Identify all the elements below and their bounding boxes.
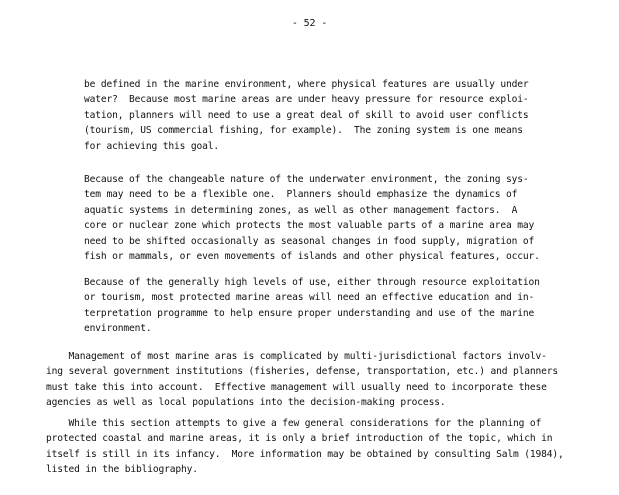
paragraph-education-programme	[84, 275, 540, 337]
text-line: Because of the generally high levels of use, either through resource exploitation	[84, 277, 540, 288]
text-line: Because of the changeable nature of the underwater environment, the zoning sys-	[84, 174, 529, 185]
text-line: water? Because most marine areas are under heavy pressure for resource exploi-	[84, 94, 529, 106]
text-line: ing several government institutions (fisheries, defense, transportation, etc.) and planners	[46, 366, 558, 378]
page-number: - 52 -	[291, 18, 328, 29]
text-line: (tourism, US commercial fishing, for example). The zoning system is one means	[84, 125, 523, 137]
text-line: fish or mammals, or even movements of islands and other physical features, occur.	[84, 250, 540, 262]
text-line: tation, planners will need to use a great deal of skill to avoid user conflicts	[84, 109, 529, 121]
text-line: itself is still in its infancy. More information may be obtained by consulting Salm (1984),	[46, 448, 564, 460]
text-line: terpretation programme to help ensure proper understanding and use of the marine	[84, 307, 535, 319]
paragraph-management-jurisdiction	[46, 349, 558, 411]
text-line: need to be shifted occasionally as seasonal changes in food supply, migration of	[84, 235, 535, 247]
text-line: for achieving this goal.	[84, 140, 220, 152]
text-line: While this section attempts to give a few general considerations for the planning of	[46, 418, 542, 429]
text-line: aquatic systems in determining zones, as well as other management factors. A	[84, 204, 518, 216]
text-line: tem may need to be a flexible one. Planners should emphasize the dynamics of	[84, 189, 518, 201]
text-line: protected coastal and marine areas, it is only a brief introduction of the topic, which in	[46, 433, 553, 445]
paragraph-further-information	[46, 416, 564, 478]
text-line: or tourism, most protected marine areas will need an effective education and in-	[84, 292, 535, 304]
text-line: must take this into account. Effective management will usually need to incorporate these	[46, 381, 547, 393]
text-line: listed in the bibliography.	[46, 464, 198, 476]
paragraph-zoning-conflicts	[84, 77, 528, 154]
text-line: agencies as well as local populations into the decision-making process.	[46, 397, 446, 409]
text-line: core or nuclear zone which protects the most valuable parts of a marine area may	[84, 220, 535, 232]
text-line: Management of most marine aras is complicated by multi-jurisdictional factors involv-	[46, 351, 547, 362]
paragraph-flexible-zoning	[84, 172, 540, 264]
text-line: environment.	[84, 323, 152, 335]
text-line: be defined in the marine environment, where physical features are usually under	[84, 79, 529, 90]
